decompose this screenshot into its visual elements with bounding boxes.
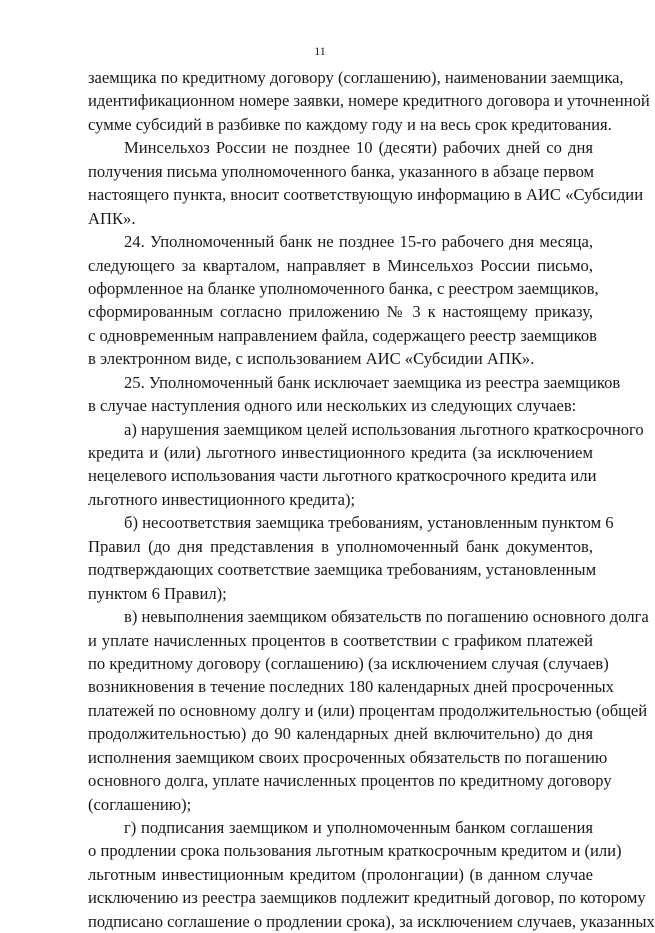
text-line: подтверждающих соответствие заемщика требованиям, установленным [88, 560, 597, 580]
text-line: Минсельхоз России не позднее 10 (десяти) рабочих дней со дня [124, 138, 593, 158]
paragraph-item-25g [88, 816, 655, 933]
text-line: следующего за кварталом, направляет в Минсельхоз России письмо, [88, 255, 593, 275]
text-line: исключению из реестра заемщиков подлежит кредитный договор, по которому [88, 888, 646, 908]
text-line: сумме субсидий в разбивке по каждому году и на весь срок кредитования. [88, 114, 612, 134]
text-line: 25. Уполномоченный банк исключает заемщика из реестра заемщиков [124, 372, 621, 392]
text-line: а) нарушения заемщиком целей использования льготного краткосрочного [124, 419, 644, 439]
text-line: АПК». [88, 208, 136, 228]
text-line: в) невыполнения заемщиком обязательств по погашению основного долга [124, 607, 649, 627]
text-line: нецелевого использования части льготного краткосрочного кредита или [88, 466, 597, 486]
text-line: в случае наступления одного или нескольких из следующих случаев: [88, 396, 577, 416]
text-line: идентификационном номере заявки, номере кредитного договора и уточненной [88, 91, 650, 111]
paragraph-item-25a [88, 418, 644, 512]
text-line: льготным инвестиционным кредитом (пролонгации) (в данном случае [88, 864, 593, 884]
text-line: г) подписания заемщиком и уполномоченным банком соглашения [124, 818, 593, 837]
text-line: льготного инвестиционного кредита); [88, 489, 356, 509]
text-line: заемщика по кредитному договору (соглашению), наименовании заемщика, [88, 68, 624, 87]
text-line: сформированным согласно приложению № 3 к настоящему приказу, [88, 302, 593, 322]
text-line: основного долга, уплате начисленных процентов по кредитному договору [88, 771, 612, 791]
text-line: платежей по основному долгу и (или) процентам продолжительностью (общей [88, 700, 648, 720]
document-body [88, 66, 655, 933]
text-line: б) несоответствия заемщика требованиям, установленным пунктом 6 [124, 513, 614, 533]
text-line: возникновения в течение последних 180 календарных дней просроченных [88, 677, 614, 697]
text-line: исполнения заемщиком своих просроченных обязательств по погашению [88, 747, 608, 767]
text-line: Правил (до дня представления в уполномоченный банк документов, [88, 536, 593, 556]
text-line: кредита и (или) льготного инвестиционного кредита (за исключением [88, 443, 593, 462]
paragraph-item-24 [88, 230, 599, 371]
paragraph-continuation [88, 66, 650, 136]
text-line: (соглашению); [88, 794, 192, 814]
text-line: оформленное на бланке уполномоченного банка, с реестром заемщиков, [88, 278, 599, 298]
text-line: и уплате начисленных процентов в соответствии с графиком платежей [88, 630, 593, 650]
paragraph-item-25 [88, 371, 621, 418]
text-line: о продлении срока пользования льготным краткосрочным кредитом и (или) [88, 841, 622, 861]
paragraph-item-25b [88, 511, 614, 605]
text-line: по кредитному договору (соглашению) (за исключением случая (случаев) [88, 653, 609, 673]
text-line: в электронном виде, с использованием АИС «Субсидии АПК». [88, 349, 535, 369]
text-line: 24. Уполномоченный банк не позднее 15-го рабочего дня месяца, [124, 232, 593, 252]
text-line: получения письма уполномоченного банка, указанного в абзаце первом [88, 161, 595, 181]
page-number: 11 [314, 44, 326, 58]
text-line: продолжительностью) до 90 календарных дней включительно) до дня [88, 724, 593, 744]
text-line: настоящего пункта, вносит соответствующую информацию в АИС «Субсидии [88, 185, 644, 205]
paragraph-minselhoz [88, 136, 644, 230]
text-line: подписано соглашение о продлении срока), за исключением случаев, указанных [88, 911, 655, 931]
paragraph-item-25v [88, 605, 649, 816]
text-line: пунктом 6 Правил); [88, 583, 227, 603]
text-line: с одновременным направлением файла, содержащего реестр заемщиков [88, 325, 598, 345]
